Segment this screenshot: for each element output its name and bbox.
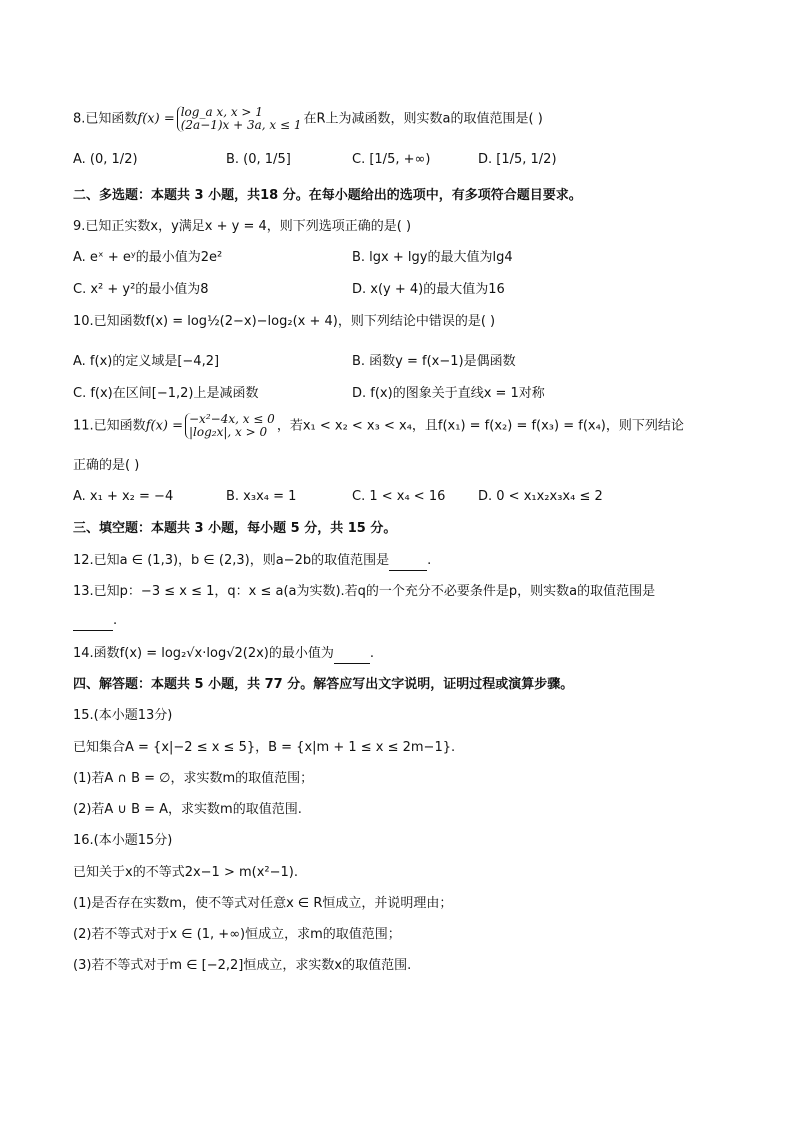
q16-part-3: (3)若不等式对于m ∈ [−2,2]恒成立，求实数x的取值范围. [73,958,412,973]
q11-stem-post: ，若x₁ < x₂ < x₃ < x₄，且f(x₁) = f(x₂) = f(x₃) = f(x₄)，则下列结论 [276,418,684,434]
question-16-stem: 已知关于x的不等式2x−1 > m(x²−1). [73,865,298,880]
q11-stem-pre: 11.已知函数 [73,418,146,434]
q11-stem-line2: 正确的是( ) [73,458,140,473]
question-11-stem [73,413,684,439]
question-16-title: 16.(本小题15分) [73,833,173,848]
question-15-title: 15.(本小题13分) [73,708,173,723]
q12-end: . [427,553,432,568]
q15-part-2: (2)若A ∪ B = A，求实数m的取值范围. [73,802,302,817]
q8-stem-pre: 8.已知函数 [73,111,138,127]
q8-option-b: B. (0, 1/5] [226,152,291,167]
q13-end: . [113,613,118,628]
q10-option-b: B. 函数y = f(x−1)是偶函数 [352,354,516,369]
q9-option-b: B. lgx + lgy的最大值为lg4 [352,250,513,265]
question-8-stem [73,106,543,132]
q8-option-c: C. [1/5, +∞) [352,152,431,167]
q11-piece-1: −x²−4x, x ≤ 0 [189,412,275,426]
q10-option-a: A. f(x)的定义域是[−4,2] [73,354,220,369]
q9-option-d: D. x(y + 4)的最大值为16 [352,282,505,297]
q11-option-b: B. x₃x₄ = 1 [226,489,297,504]
q8-option-a: A. (0, 1/2) [73,152,138,167]
question-10-stem: 10.已知函数f(x) = log½(2−x)−log₂(x + 4)，则下列结论中错误的是( ) [73,314,496,329]
q8-option-d: D. [1/5, 1/2) [478,152,557,167]
question-15-stem: 已知集合A = {x|−2 ≤ x ≤ 5}，B = {x|m + 1 ≤ x ≤ 2m−1}. [73,740,456,755]
q12-text: 12.已知a ∈ (1,3)，b ∈ (2,3)，则a−2b的取值范围是 [73,553,390,568]
q8-piece-1: log_a x, x > 1 [180,105,263,119]
section-3-heading: 三、填空题：本题共 3 小题，每小题 5 分，共 15 分。 [73,521,397,536]
q15-part-1: (1)若A ∩ B = ∅，求实数m的取值范围； [73,771,314,786]
q11-option-d: D. 0 < x₁x₂x₃x₄ ≤ 2 [478,489,603,504]
q11-option-a: A. x₁ + x₂ = −4 [73,489,174,504]
q14-end: . [369,646,375,661]
q11-piece-2: |log₂x|, x > 0 [189,425,268,439]
section-2-heading: 二、多选题：本题共 3 小题，共18 分。在每小题给出的选项中，有多项符合题目要求。 [73,188,582,203]
q13-answer-blank [73,612,113,631]
question-9-stem: 9.已知正实数x，y满足x + y = 4，则下列选项正确的是( ) [73,219,412,234]
q9-option-a: A. eˣ + eʸ的最小值为2e² [73,250,223,265]
q14-answer-blank [334,645,370,664]
q10-option-d: D. f(x)的图象关于直线x = 1对称 [352,386,545,401]
q8-piece-2: (2a−1)x + 3a, x ≤ 1 [180,118,302,132]
question-12 [73,552,431,571]
q11-piecewise [185,413,275,439]
q8-piecewise [177,106,302,132]
q16-part-2: (2)若不等式对于x ∈ (1, +∞)恒成立，求m的取值范围； [73,927,401,942]
q8-function-name: f(x) = [137,111,175,127]
q12-answer-blank [389,552,427,571]
question-14 [73,645,374,664]
q16-part-1: (1)是否存在实数m，使不等式对任意x ∈ R恒成立，并说明理由； [73,896,453,911]
q13-blank-line [73,612,117,631]
q8-stem-post: 在R上为减函数，则实数a的取值范围是( ) [303,111,543,127]
q11-option-c: C. 1 < x₄ < 16 [352,489,446,504]
q9-option-c: C. x² + y²的最小值为8 [73,282,209,297]
q10-option-c: C. f(x)在区间[−1,2)上是减函数 [73,386,259,401]
q11-function-name: f(x) = [145,418,183,434]
q14-text: 14.函数f(x) = log₂√x·log√2(2x)的最小值为 [73,646,334,661]
question-13: 13.已知p：−3 ≤ x ≤ 1，q：x ≤ a(a为实数).若q的一个充分不必要条件是p，则实数a的取值范围是 [73,584,656,599]
section-4-heading: 四、解答题：本题共 5 小题，共 77 分。解答应写出文字说明，证明过程或演算步骤。 [73,677,574,692]
